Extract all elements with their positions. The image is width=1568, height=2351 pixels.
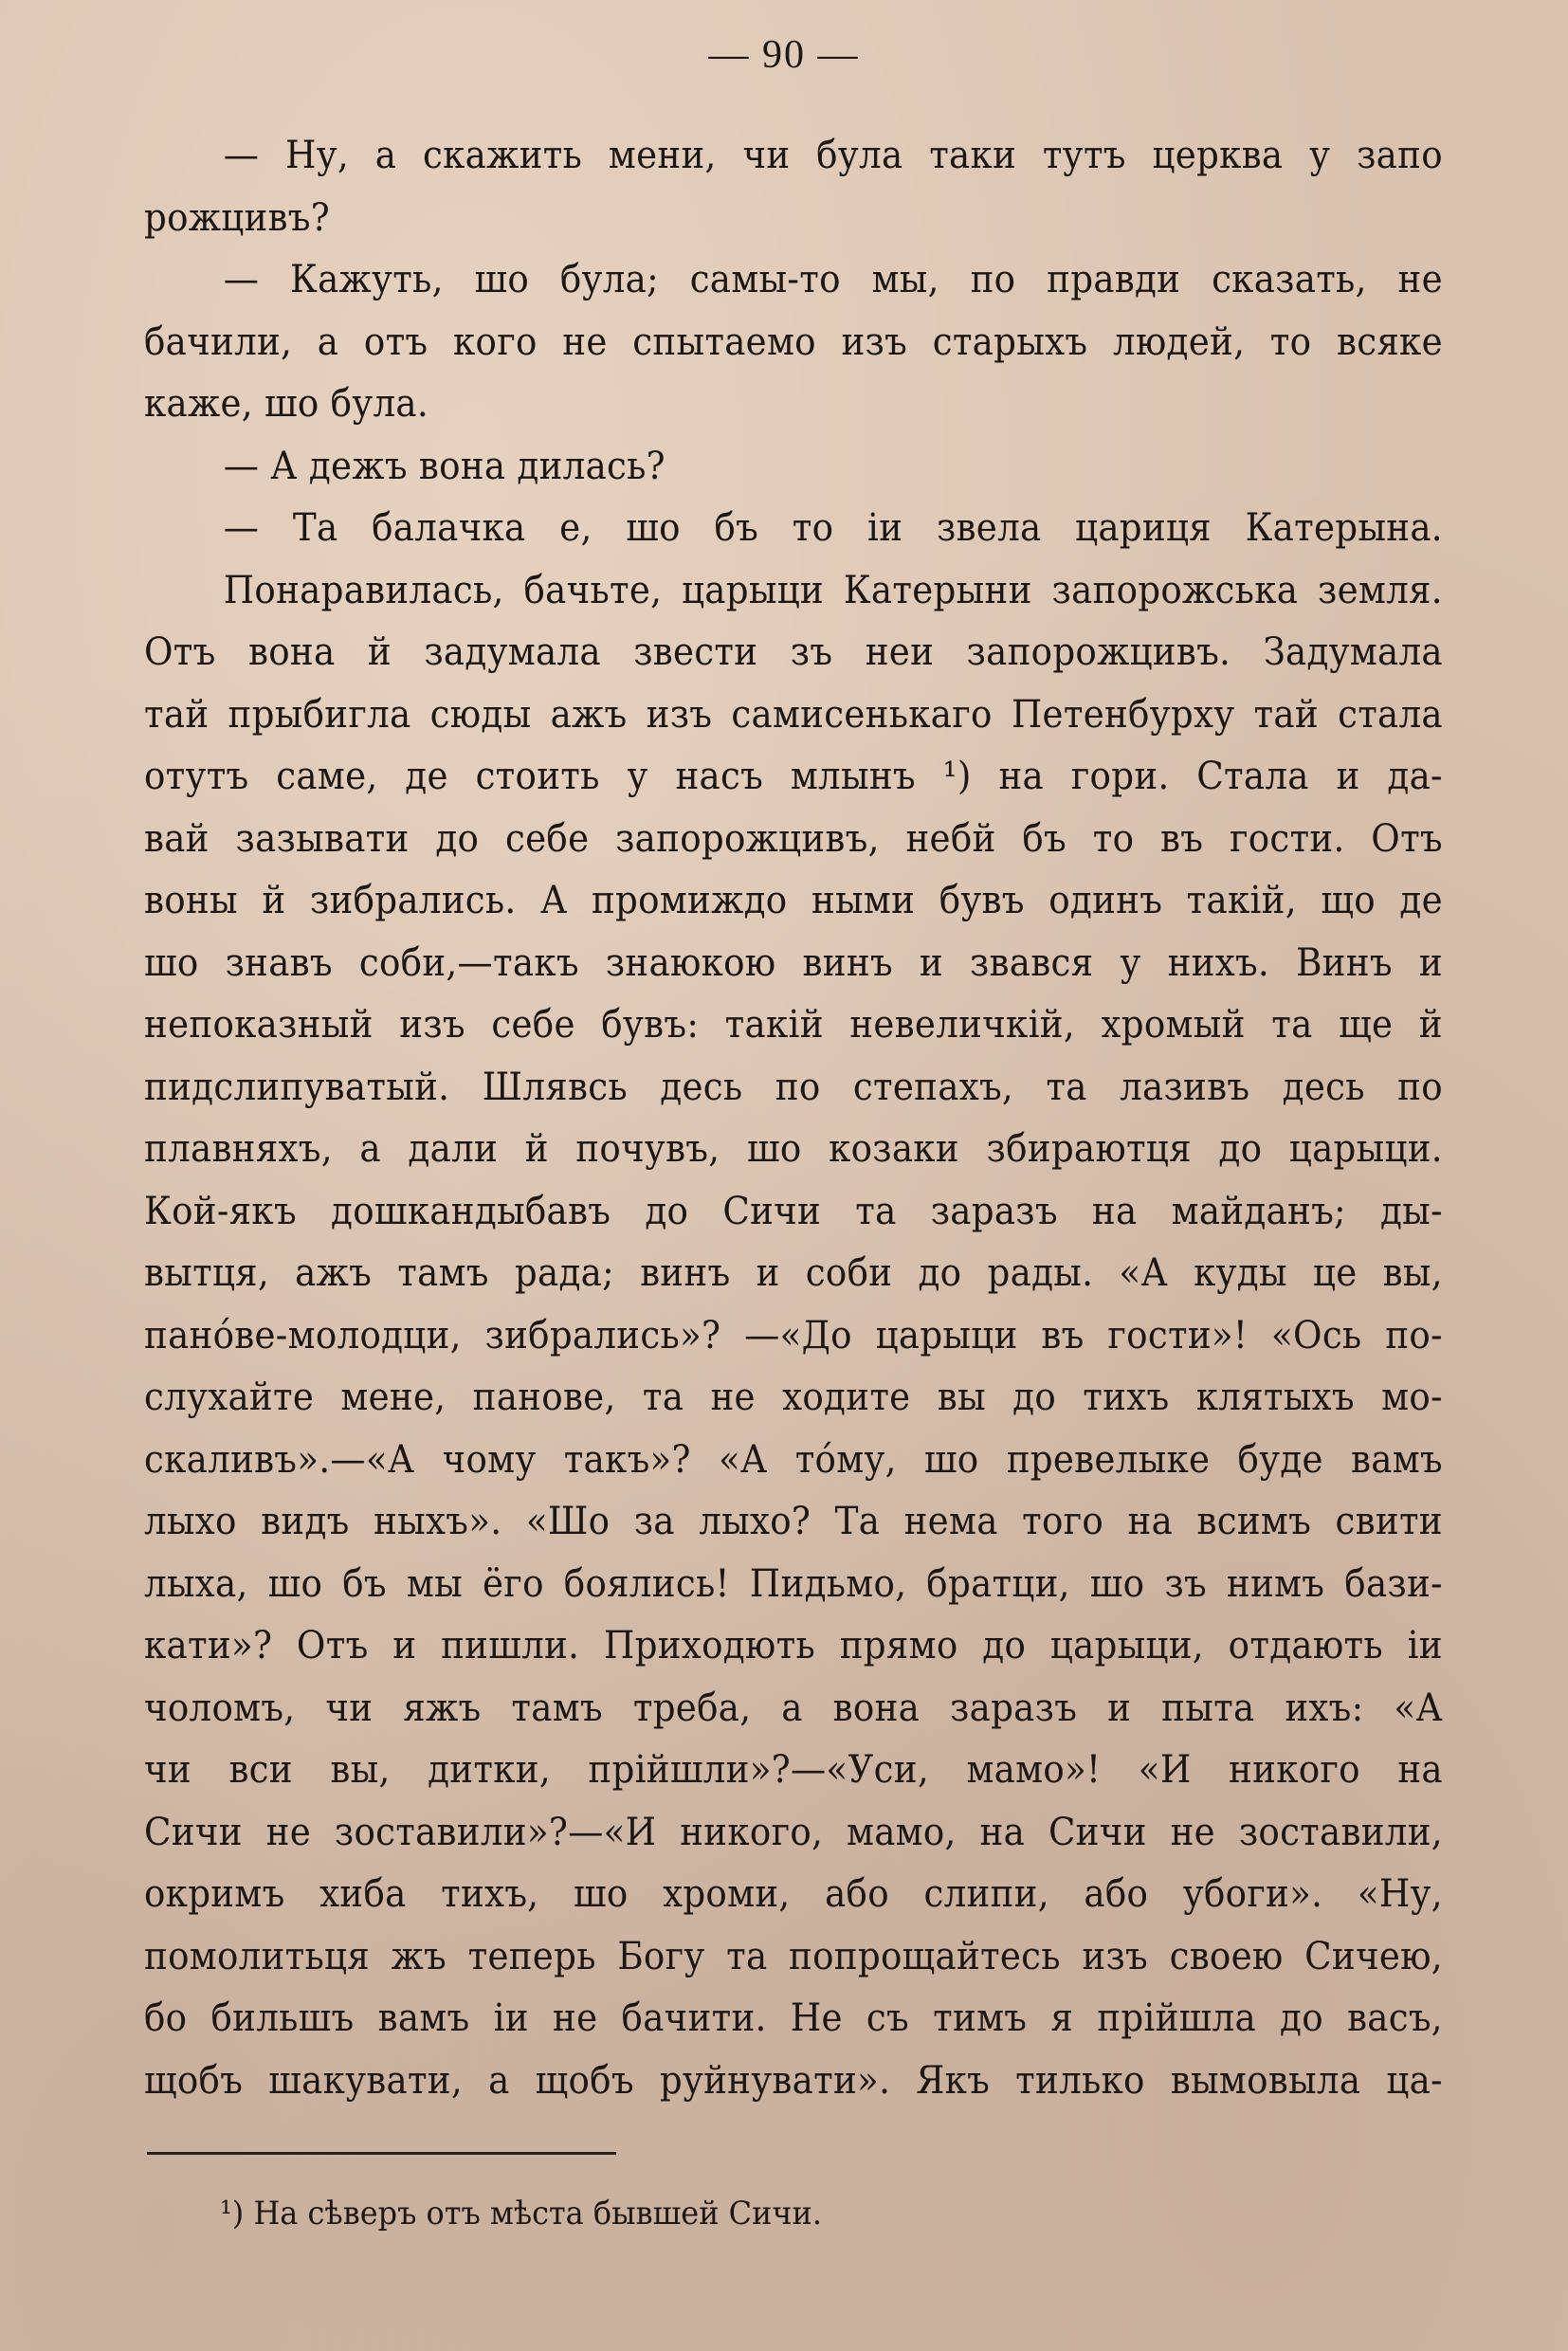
text-line: шо знавъ соби,—такъ знаюкою винъ и звався у нихъ. Винъ и (144, 940, 1443, 985)
text-line: — Ну, а скажить мени, чи була таки тутъ церква у запо (223, 134, 1443, 177)
text-line: Кой-якъ дошкандыбавъ до Сичи та заразъ на майданъ; ды- (144, 1189, 1443, 1233)
footnote: ¹) На сѣверъ отъ мѣста бывшей Сичи. (220, 2195, 823, 2233)
text-line: Сичи не зоставили»?—«И никого, мамо, на Сичи не зоставили, (144, 1810, 1443, 1854)
footnote-divider (147, 2152, 616, 2155)
text-line: — А дежъ вона дилась? (223, 444, 665, 488)
text-line: вай зазывати до себе запорожцивъ, небй бъ то въ гости. Отъ (144, 816, 1443, 861)
text-line: пидслипуватый. Шлявсь десь по степахъ, та лазивъ десь по (144, 1065, 1443, 1109)
text-line: рожцивъ? (144, 195, 330, 240)
text-line: помолитьця жъ теперь Богу та попрощайтесь изъ своею Сичею, (144, 1934, 1443, 1978)
text-line: непоказный изъ себе бувъ: такій невеличкій, хромый та ще й (144, 1003, 1443, 1047)
text-line: панóве-молодци, зибрались»? —«До царыци въ гости»! «Ось по- (144, 1313, 1443, 1358)
text-line: плавняхъ, а дали й почувъ, шо козаки збираютця до царыци. (144, 1127, 1443, 1171)
text-line: каже, шо була. (144, 382, 428, 426)
text-line: — Та балачка е, шо бъ то іи звела цариця Катерына. (223, 506, 1443, 550)
text-line: Отъ вона й задумала звести зъ неи запорожцивъ. Задумала (144, 630, 1443, 674)
text-line: чи вси вы, дитки, прійшли»?—«Уси, мамо»! «И никого на (144, 1748, 1443, 1792)
text-line: лыха, шо бъ мы ёго боялись! Пидьмо, братци, шо зъ нимъ бази- (144, 1561, 1443, 1606)
body-text (144, 125, 1443, 2112)
text-line: окримъ хиба тихъ, шо хроми, або слипи, або убоги». «Ну, (144, 1872, 1443, 1916)
text-line: отутъ саме, де стоить у насъ млынъ ¹) на гори. Стала и да- (144, 755, 1443, 798)
text-line: вытця, ажъ тамъ рада; винъ и соби до рады. «А куды це вы, (144, 1251, 1443, 1295)
text-line: слухайте мене, панове, та не ходите вы до тихъ клятыхъ мо- (144, 1376, 1443, 1419)
text-line: — Кажуть, шо була; самы-то мы, по правди сказать, не (223, 258, 1443, 301)
page-number: — 90 — (708, 33, 860, 77)
text-line: скаливъ».—«А чому такъ»? «А тóму, шо превелыке буде вамъ (144, 1437, 1443, 1482)
text-line: бачили, а отъ кого не спытаемо изъ старыхъ людей, то всяке (144, 319, 1443, 364)
text-line: бо бильшъ вамъ іи не бачити. Не съ тимъ я прійшла до васъ, (144, 1996, 1443, 2040)
text-line: тай прыбигла сюды ажъ изъ самисенькаго Петенбурху тай стала (144, 692, 1443, 737)
text-line: воны й зибрались. А промиждо ными бувъ одинъ такій, що де (144, 879, 1443, 922)
text-line: чоломъ, чи яжъ тамъ треба, а вона заразъ и пыта ихъ: «А (144, 1686, 1443, 1730)
text-line: щобъ шакувати, а щобъ руйнувати». Якъ тилько вымовыла ца- (144, 2058, 1443, 2103)
text-line: Понаравилась, бачьте, царыци Катерыни запорожська земля. (223, 568, 1443, 612)
text-line: кати»? Отъ и пишли. Приходють прямо до царыци, отдають іи (144, 1624, 1443, 1668)
text-line: лыхо видъ ныхъ». «Шо за лыхо? Та нема того на всимъ свити (144, 1500, 1443, 1543)
